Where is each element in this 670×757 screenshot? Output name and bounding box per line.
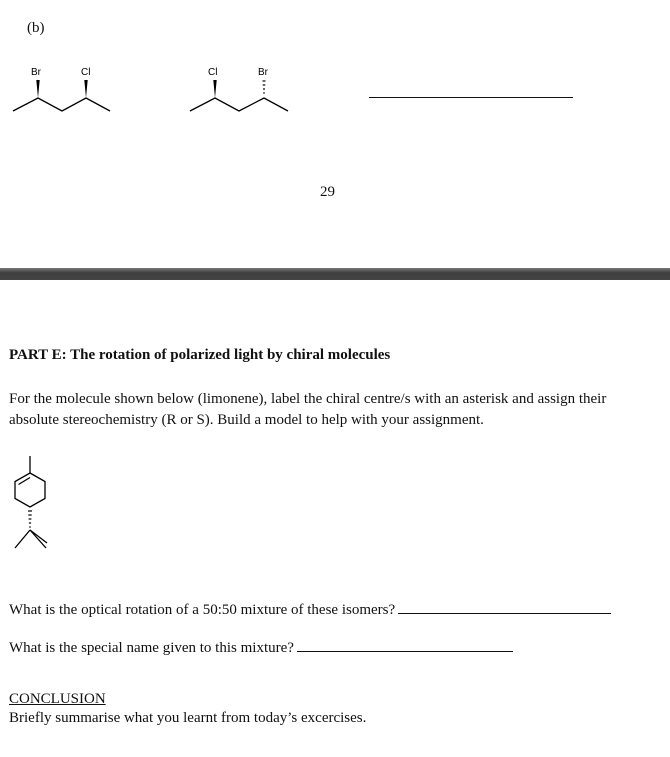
section-title: PART E: The rotation of polarized light by chiral molecules [9,347,391,363]
page-number: 29 [320,184,335,200]
question-2-text: What is the special name given to this mixture? [9,640,294,656]
question-1-text: What is the optical rotation of a 50:50 mixture of these isomers? [9,602,396,618]
limonene-hashed-bond [28,511,32,527]
answer-blank-2[interactable] [297,639,513,652]
molecule-1-atom-right: Cl [81,67,91,78]
answer-blank-1[interactable] [398,601,611,614]
question-2 [9,639,513,657]
instructions-text: For the molecule shown below (limonene), label the chiral centre/s with an asterisk and assign their absolute stereochemistry (R or S). Build a model to help with your assignment. [9,391,607,428]
question-1 [9,601,611,619]
conclusion-text: Briefly summarise what you learnt from today’s excercises. [9,710,367,726]
molecule-1-wedge-bond-right [84,80,87,98]
page-divider [0,268,670,280]
answer-line [369,97,573,98]
molecule-2-wedge-bond [213,80,216,98]
molecule-2-atom-right: Br [258,67,268,78]
limonene-structure [0,450,80,560]
molecule-1-structure [0,0,670,140]
molecule-1-wedge-bond-left [36,80,39,98]
conclusion-heading: CONCLUSION [9,691,106,707]
molecule-1-skeleton [13,98,110,111]
molecule-2-skeleton [190,98,288,111]
molecule-2-atom-left: Cl [208,67,218,78]
part-label: (b) [27,20,45,36]
molecule-1-atom-left: Br [31,67,41,78]
molecule-2-hashed-bond [263,81,266,93]
